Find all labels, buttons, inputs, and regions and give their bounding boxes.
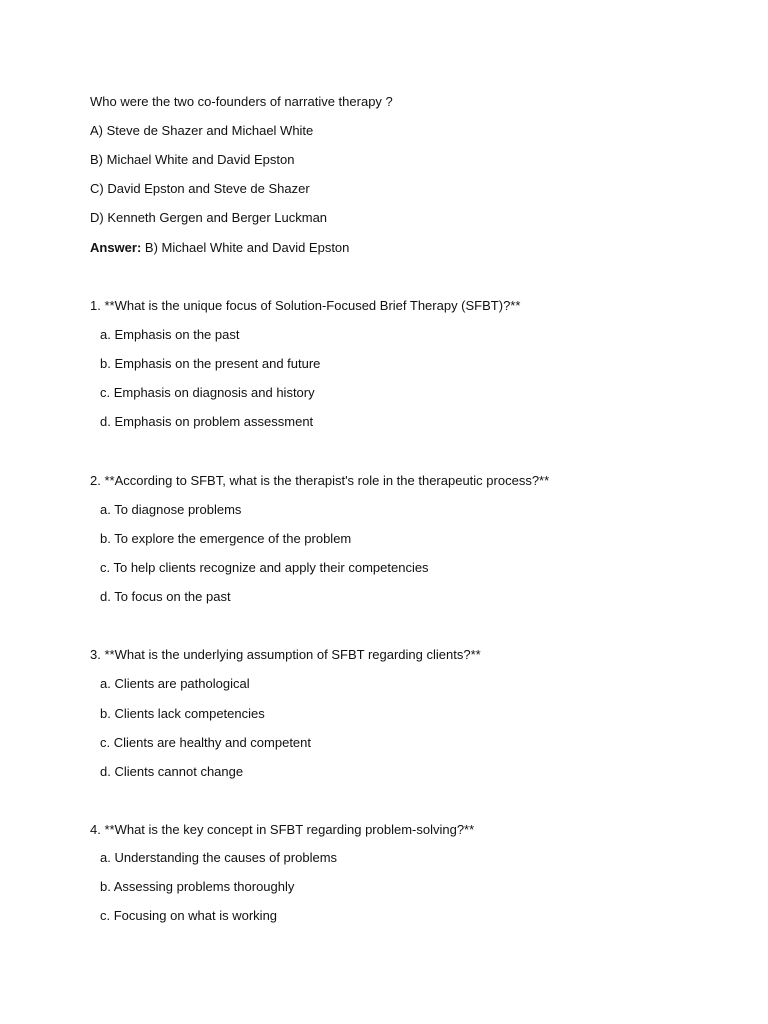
question-1-option-a: a. Emphasis on the past [100,327,240,342]
question-3-option-b: b. Clients lack competencies [100,706,265,721]
intro-option-d: D) Kenneth Gergen and Berger Luckman [90,210,328,225]
intro-question: Who were the two co-founders of narrative therapy ? [90,94,393,109]
intro-answer [90,240,349,256]
question-2-option-d: d. To focus on the past [100,589,231,604]
answer-value: B) Michael White and David Epston [141,240,350,255]
question-3-option-d: d. Clients cannot change [100,764,244,779]
question-2-option-a: a. To diagnose problems [100,502,242,517]
question-1-option-c: c. Emphasis on diagnosis and history [100,385,315,400]
question-1: 1. **What is the unique focus of Solution-Focused Brief Therapy (SFBT)?** [90,298,521,313]
question-3-option-a: a. Clients are pathological [100,676,250,691]
question-4-option-c: c. Focusing on what is working [100,908,278,923]
question-4-option-a: a. Understanding the causes of problems [100,850,338,865]
question-2: 2. **According to SFBT, what is the therapist's role in the therapeutic process?** [90,473,550,488]
question-2-option-c: c. To help clients recognize and apply their competencies [100,560,429,575]
question-1-option-b: b. Emphasis on the present and future [100,356,321,371]
intro-option-c: C) David Epston and Steve de Shazer [90,181,310,196]
question-2-option-b: b. To explore the emergence of the problem [100,531,352,546]
question-3-option-c: c. Clients are healthy and competent [100,735,312,750]
intro-option-a: A) Steve de Shazer and Michael White [90,123,314,138]
question-3: 3. **What is the underlying assumption of SFBT regarding clients?** [90,647,481,662]
answer-label: Answer: [90,240,142,255]
question-4: 4. **What is the key concept in SFBT regarding problem-solving?** [90,822,475,837]
intro-option-b: B) Michael White and David Epston [90,152,295,167]
question-4-option-b: b. Assessing problems thoroughly [100,879,295,894]
question-1-option-d: d. Emphasis on problem assessment [100,414,314,429]
